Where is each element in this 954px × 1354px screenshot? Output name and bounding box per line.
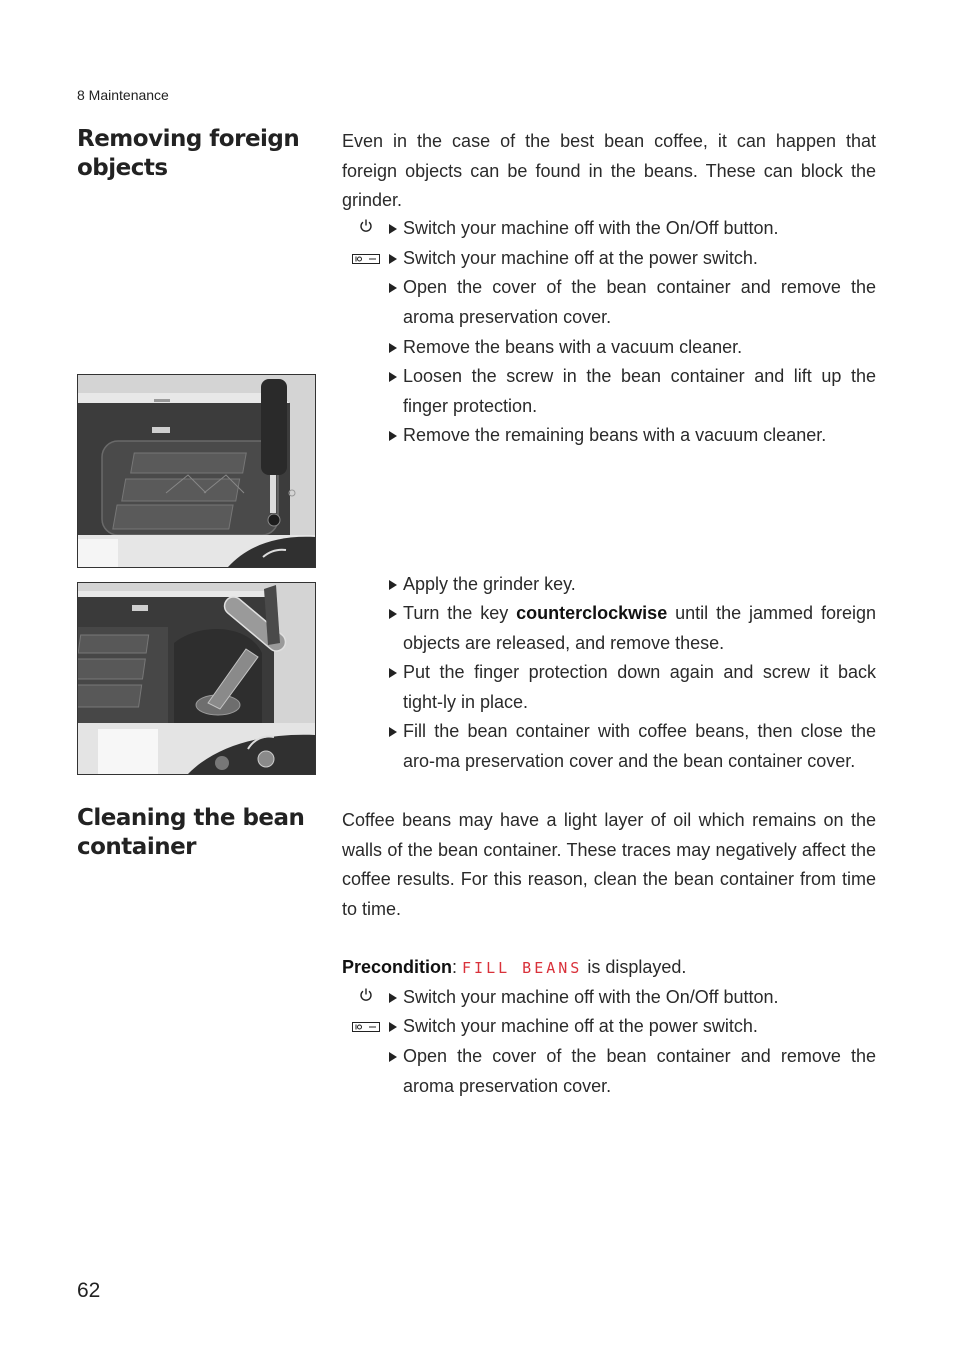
bullet-triangle-icon <box>389 431 397 441</box>
illustration-grinder-key <box>78 583 315 774</box>
step-item <box>389 599 876 658</box>
step-text: Put the finger protection down again and screw it back tight-ly in place. <box>403 662 876 712</box>
illustration-screwdriver <box>78 375 315 567</box>
step-item <box>389 1042 876 1101</box>
bullet-triangle-icon <box>389 668 397 678</box>
step-item <box>389 570 876 600</box>
section2-intro: Coffee beans may have a light layer of oil which remains on the walls of the bean container. These traces may negatively affect the coffee results. For this reason, clean the bean container from time to time. <box>342 810 876 919</box>
step-item <box>389 214 876 244</box>
step-item <box>389 658 876 717</box>
figure-grinder-key <box>77 582 316 775</box>
running-head: 8 Maintenance <box>77 87 169 103</box>
power-switch-icon <box>352 254 380 264</box>
bullet-triangle-icon <box>389 1052 397 1062</box>
step-text: Remove the remaining beans with a vacuum cleaner. <box>403 425 827 445</box>
step-text-part: Turn the key <box>403 603 517 623</box>
precondition-colon: : <box>452 957 463 977</box>
step-text: Apply the grinder key. <box>403 574 576 594</box>
bullet-triangle-icon <box>389 254 397 264</box>
bullet-triangle-icon <box>389 343 397 353</box>
section1-intro: Even in the case of the best bean coffee, it can happen that foreign objects can be found in the beans. These can block the grinder. <box>342 131 876 210</box>
power-switch-icon <box>352 1022 380 1032</box>
power-button-icon <box>359 219 373 233</box>
power-button-icon <box>359 988 373 1002</box>
precondition-suffix: is displayed. <box>582 957 687 977</box>
precondition <box>342 953 876 984</box>
section-title-removing-foreign-objects <box>77 125 299 183</box>
step-item <box>389 273 876 332</box>
bullet-triangle-icon <box>389 609 397 619</box>
step-item <box>389 717 876 776</box>
step-text-part: until the jammed foreign objects are released, and remove these. <box>403 603 876 653</box>
bullet-triangle-icon <box>389 993 397 1003</box>
bullet-triangle-icon <box>389 1022 397 1032</box>
bullet-triangle-icon <box>389 224 397 234</box>
step-item <box>389 244 876 274</box>
section-title-line: Removing foreign <box>77 126 300 152</box>
bullet-triangle-icon <box>389 580 397 590</box>
section-title-line: container <box>77 834 197 860</box>
precondition-label: Precondition <box>342 957 453 977</box>
step-text: Open the cover of the bean container and remove the aroma preservation cover. <box>403 1046 876 1096</box>
section-title-line: Cleaning the bean <box>77 805 305 831</box>
step-text: Switch your machine off at the power switch. <box>403 1016 758 1036</box>
page-number: 62 <box>77 1279 101 1302</box>
step-text <box>403 599 876 658</box>
step-item <box>389 1012 876 1042</box>
step-text: Switch your machine off with the On/Off button. <box>403 218 779 238</box>
step-text: Switch your machine off at the power switch. <box>403 248 758 268</box>
step-text: Loosen the screw in the bean container and lift up the finger protection. <box>403 366 876 416</box>
bullet-triangle-icon <box>389 372 397 382</box>
emphasis-counterclockwise: counterclockwise <box>516 603 668 623</box>
step-text: Fill the bean container with coffee beans, then close the aro-ma preservation cover and the bean container cover. <box>403 721 876 771</box>
step-item <box>389 983 876 1013</box>
section-title-line: objects <box>77 155 168 181</box>
section-title-cleaning-bean-container <box>77 804 304 862</box>
figure-screwdriver-bean-container <box>77 374 316 568</box>
step-text: Switch your machine off with the On/Off button. <box>403 987 779 1007</box>
bullet-triangle-icon <box>389 727 397 737</box>
step-item <box>389 421 876 451</box>
step-item <box>389 362 876 421</box>
step-item <box>389 333 876 363</box>
bullet-triangle-icon <box>389 283 397 293</box>
display-message-fill-beans: FILL BEANS <box>462 959 583 977</box>
step-text: Open the cover of the bean container and remove the aroma preservation cover. <box>403 277 876 327</box>
step-text: Remove the beans with a vacuum cleaner. <box>403 337 743 357</box>
